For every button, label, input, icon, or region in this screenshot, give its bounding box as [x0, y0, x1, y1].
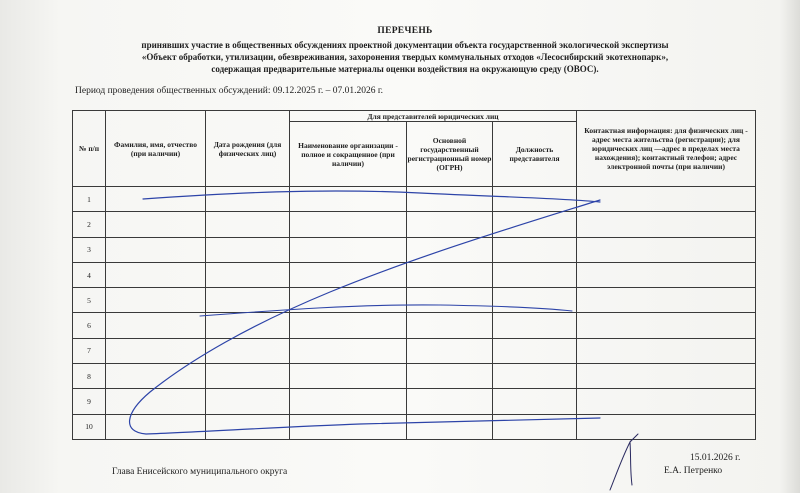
table-row: [73, 389, 756, 414]
table-cell: [577, 338, 756, 363]
table-cell: [493, 262, 577, 287]
table-cell: [493, 237, 577, 262]
row-number: 9: [73, 389, 106, 414]
table-cell: [493, 212, 577, 237]
table-cell: [577, 212, 756, 237]
row-number: 4: [73, 262, 106, 287]
participants-table: [72, 110, 756, 440]
table-row: [73, 288, 756, 313]
table-cell: [577, 389, 756, 414]
table-row: [73, 338, 756, 363]
table-row: [73, 262, 756, 287]
table-cell: [407, 288, 493, 313]
table-cell: [290, 338, 407, 363]
table-cell: [577, 364, 756, 389]
table-cell: [493, 313, 577, 338]
header-contact: Контактная информация: для физических лиц - адрес места жительства (регистрации); для юридических лиц —адрес в пределах места нахождения); контактный телефон; адрес электронной почты (при наличии): [577, 111, 756, 187]
table-cell: [577, 288, 756, 313]
header-birth-date: Дата рождения (для физических лиц): [206, 111, 290, 187]
row-number: 5: [73, 288, 106, 313]
table-cell: [577, 237, 756, 262]
subtitle-line: «Объект обработки, утилизации, обезвреживания, захоронения твердых коммунальных отходов «Лесосибирский экотехнопарк»,: [141, 52, 669, 62]
table-cell: [206, 262, 290, 287]
table-cell: [493, 288, 577, 313]
table-cell: [493, 338, 577, 363]
table-cell: [206, 237, 290, 262]
table-cell: [407, 414, 493, 439]
table-cell: [106, 338, 206, 363]
table-cell: [290, 364, 407, 389]
table-cell: [290, 237, 407, 262]
title-block: [40, 26, 770, 75]
table-cell: [290, 313, 407, 338]
table-cell: [106, 187, 206, 212]
table-cell: [290, 187, 407, 212]
signer-name: Е.А. Петренко: [664, 466, 723, 476]
table-cell: [206, 414, 290, 439]
table-cell: [290, 414, 407, 439]
header-legal-group: Для представителей юридических лиц: [290, 111, 577, 122]
table-cell: [493, 389, 577, 414]
table-cell: [407, 212, 493, 237]
table-cell: [577, 313, 756, 338]
table-cell: [407, 389, 493, 414]
signer-title: Глава Енисейского муниципального округа: [112, 467, 288, 477]
header-num: № п/п: [73, 111, 106, 187]
header-fio: Фамилия, имя, отчество (при наличии): [106, 111, 206, 187]
document-title: ПЕРЕЧЕНЬ: [377, 26, 433, 36]
table-cell: [206, 187, 290, 212]
table-cell: [290, 389, 407, 414]
table-cell: [106, 237, 206, 262]
table-cell: [106, 313, 206, 338]
table-cell: [493, 414, 577, 439]
row-number: 1: [73, 187, 106, 212]
table-cell: [206, 212, 290, 237]
table-cell: [206, 288, 290, 313]
table-cell: [290, 212, 407, 237]
table-cell: [407, 187, 493, 212]
signature-date: 15.01.2026 г.: [690, 453, 741, 463]
table-cell: [407, 237, 493, 262]
table-row: [73, 212, 756, 237]
table-cell: [290, 288, 407, 313]
discussion-period: Период проведения общественных обсуждений: 09.12.2025 г. – 07.01.2026 г.: [75, 86, 384, 96]
table-cell: [493, 187, 577, 212]
table-cell: [206, 364, 290, 389]
table-cell: [407, 364, 493, 389]
table-cell: [106, 288, 206, 313]
table-row: [73, 364, 756, 389]
header-ogrn: Основной государственный регистрационный номер (ОГРН): [407, 122, 493, 187]
table-row: [73, 313, 756, 338]
subtitle-line: содержащая предварительные материалы оценки воздействия на окружающую среду (ОВОС).: [211, 64, 599, 74]
document-subtitle: [40, 39, 770, 75]
table-cell: [577, 262, 756, 287]
table-cell: [106, 414, 206, 439]
row-number: 6: [73, 313, 106, 338]
table-cell: [577, 187, 756, 212]
row-number: 10: [73, 414, 106, 439]
header-org-name: Наименование организации - полное и сокращенное (при наличии): [290, 122, 407, 187]
table-cell: [290, 262, 407, 287]
table-cell: [106, 364, 206, 389]
table-cell: [106, 262, 206, 287]
row-number: 3: [73, 237, 106, 262]
table-cell: [407, 338, 493, 363]
table-cell: [206, 389, 290, 414]
handwritten-signature: [600, 430, 660, 493]
table-cell: [206, 338, 290, 363]
row-number: 2: [73, 212, 106, 237]
header-position: Должность представителя: [493, 122, 577, 187]
row-number: 8: [73, 364, 106, 389]
table-row: [73, 237, 756, 262]
table-cell: [407, 262, 493, 287]
table-row: [73, 187, 756, 212]
table-cell: [206, 313, 290, 338]
subtitle-line: принявших участие в общественных обсуждениях проектной документации объекта государственной экологической экспертизы: [141, 40, 669, 50]
table-cell: [106, 389, 206, 414]
table-body: [73, 187, 756, 440]
table-cell: [106, 212, 206, 237]
table-cell: [493, 364, 577, 389]
table-cell: [407, 313, 493, 338]
row-number: 7: [73, 338, 106, 363]
